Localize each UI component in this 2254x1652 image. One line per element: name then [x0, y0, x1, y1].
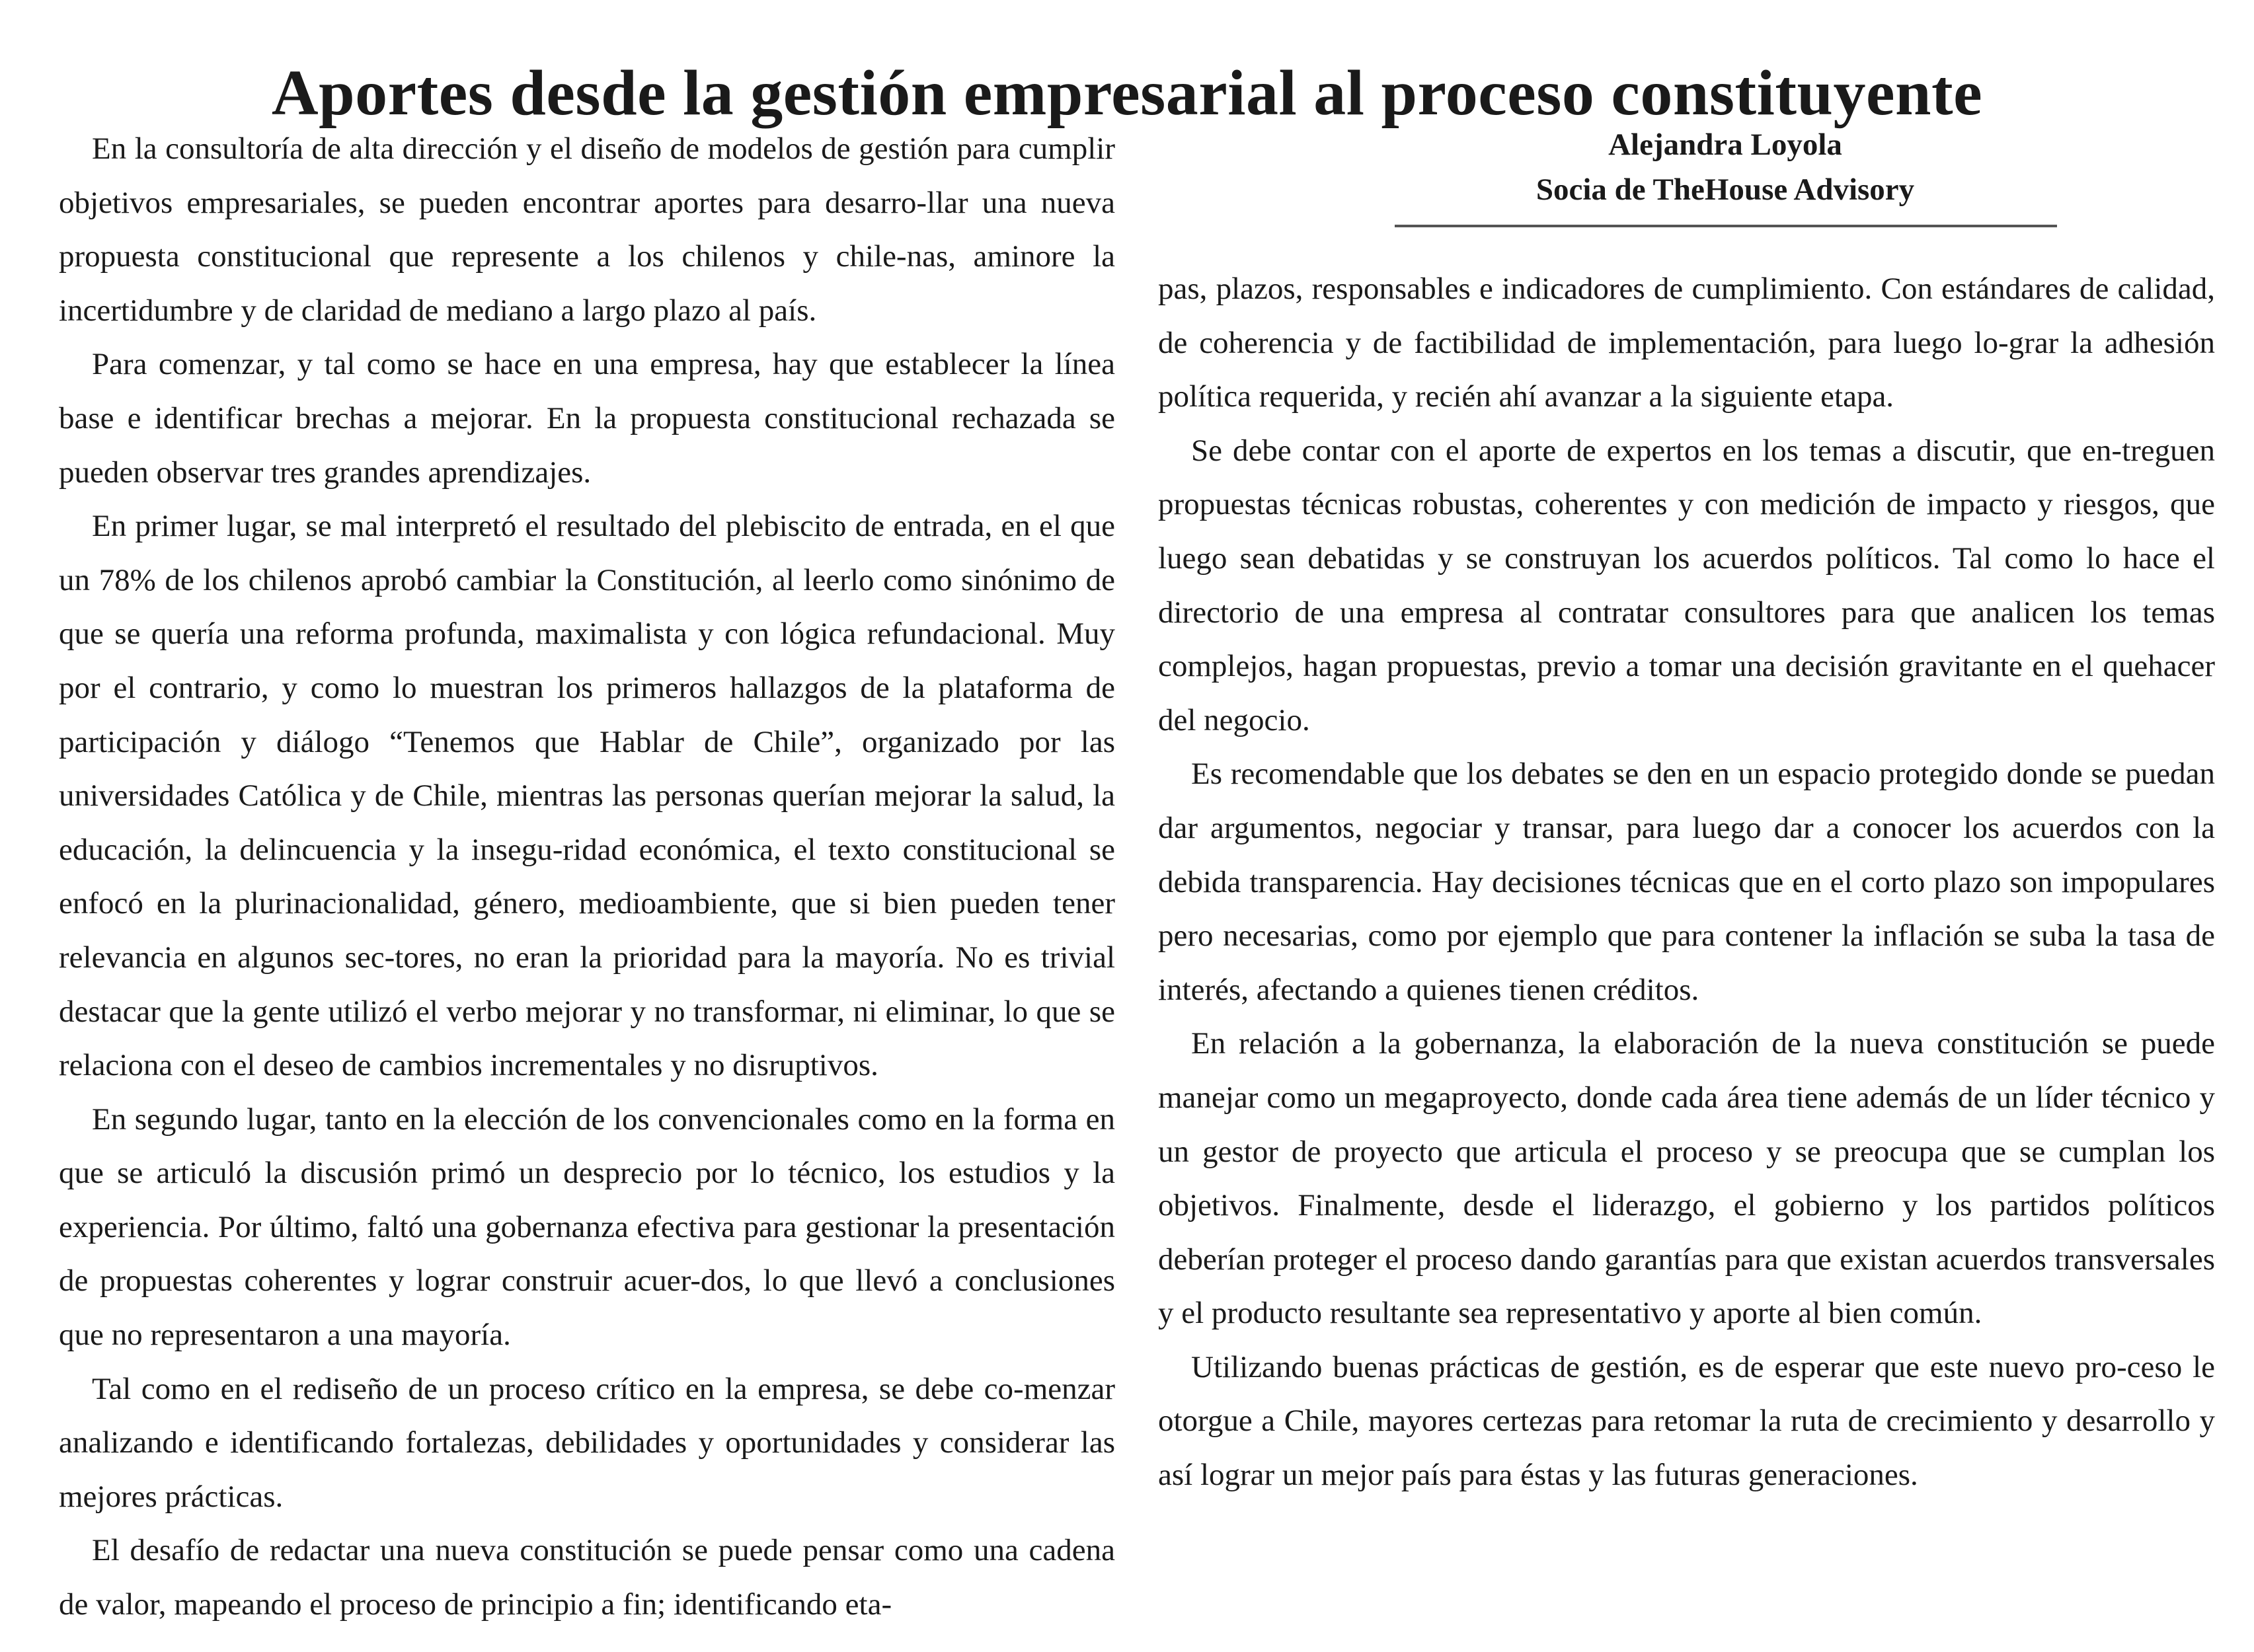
- author-byline: [1395, 122, 2056, 212]
- body-paragraph: Para comenzar, y tal como se hace en una empresa, hay que establecer la línea base e identificar brechas a mejorar. En la propuesta constitucional rechazada se pueden observar tres grandes aprendizajes.: [59, 347, 1115, 490]
- body-paragraph-continuation: pas, plazos, responsables e indicadores de cumplimiento. Con estándares de calidad, de coherencia y de factibilidad de implementación, para luego lo-grar la adhesión política requerida, y recién ahí avanzar a la siguiente etapa.: [1158, 272, 2215, 414]
- left-column: [59, 122, 1115, 1632]
- body-paragraph: Tal como en el rediseño de un proceso crítico en la empresa, se debe co-menzar analizando e identificando fortalezas, debilidades y oportunidades y considerar las mejores prácticas.: [59, 1371, 1115, 1514]
- body-paragraph: Utilizando buenas prácticas de gestión, es de esperar que este nuevo pro-ceso le otorgue a Chile, mayores certezas para retomar la ruta de crecimiento y desarrollo y así lograr un mejor país para éstas y las futuras generaciones.: [1158, 1349, 2215, 1493]
- byline-divider: [1395, 225, 2057, 227]
- body-paragraph: En primer lugar, se mal interpretó el resultado del plebiscito de entrada, en el que un 78% de los chilenos aprobó cambiar la Constitución, al leerlo como sinónimo de que se quería una reforma profunda, maximalista y con lógica refundacional. Muy por el contrario, y como lo muestran los primeros hallazgos de la plataforma de participación y diálogo “Tenemos que Hablar de Chile”, organizado por las universidades Católica y de Chile, mientras las personas querían mejorar la salud, la educación, la delincuencia y la insegu-ridad económica, el texto constitucional se enfocó en la plurinacionalidad, género, medioambiente, que si bien pueden tener relevancia en algunos sec-tores, no eran la prioridad para la mayoría. No es trivial destacar que la gente utilizó el verbo mejorar y no transformar, ni eliminar, lo que se relaciona con el deseo de cambios incrementales y no disruptivos.: [59, 509, 1115, 1083]
- article-title: Aportes desde la gestión empresarial al proceso constituyente: [271, 57, 1983, 129]
- body-paragraph: En relación a la gobernanza, la elaboración de la nueva constitución se puede manejar como un megaproyecto, donde cada área tiene además de un líder técnico y un gestor de proyecto que articula el proceso y se preocupa que se cumplan los objetivos. Finalmente, desde el liderazgo, el gobierno y los partidos políticos deberían proteger el proceso dando garantías para que existan acuerdos transversales y el producto resultante sea representativo y aporte al bien común.: [1158, 1026, 2215, 1331]
- author-name: Alejandra Loyola: [1608, 128, 1842, 162]
- body-paragraph: En segundo lugar, tanto en la elección de los convencionales como en la forma en que se articuló la discusión primó un desprecio por lo técnico, los estudios y la experiencia. Por último, faltó una gobernanza efectiva para gestionar la presentación de propuestas coherentes y lograr construir acuer-dos, lo que llevó a conclusiones que no representaron a una mayoría.: [59, 1102, 1115, 1353]
- body-paragraph: En la consultoría de alta dirección y el diseño de modelos de gestión para cumplir objetivos empresariales, se pueden encontrar aportes para desarro-llar una nueva propuesta constitucional que represente a los chilenos y chile-nas, aminore la incertidumbre y de claridad de mediano a largo plazo al país.: [59, 131, 1115, 328]
- body-paragraph: Se debe contar con el aporte de expertos en los temas a discutir, que en-treguen propuestas técnicas robustas, coherentes y con medición de impacto y riesgos, que luego sean debatidas y se construyan los acuerdos políticos. Tal como lo hace el directorio de una empresa al contratar consultores para que analicen los temas complejos, hagan propuestas, previo a tomar una decisión gravitante en el quehacer del negocio.: [1158, 433, 2215, 737]
- right-column: [1158, 262, 2215, 1503]
- body-paragraph: El desafío de redactar una nueva constitución se puede pensar como una cadena de valor, mapeando el proceso de principio a fin; identificando eta-: [59, 1533, 1115, 1622]
- body-paragraph: Es recomendable que los debates se den en un espacio protegido donde se puedan dar argumentos, negociar y transar, para luego dar a conocer los acuerdos con la debida transparencia. Hay decisiones técnicas que en el corto plazo son impopulares pero necesarias, como por ejemplo que para contener la inflación se suba la tasa de interés, afectando a quienes tienen créditos.: [1158, 757, 2215, 1007]
- author-role: Socia de TheHouse Advisory: [1535, 172, 1915, 207]
